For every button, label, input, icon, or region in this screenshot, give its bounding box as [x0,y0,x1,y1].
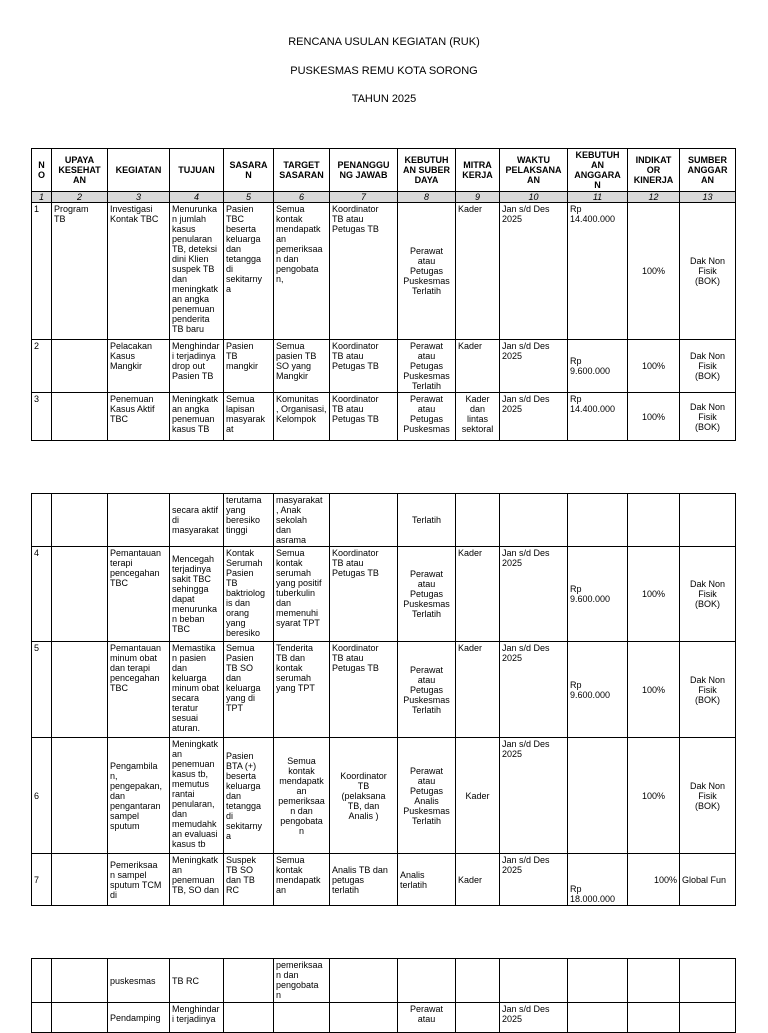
cell-anggaran: Rp 18.000.000 [568,854,628,906]
col-number: 8 [398,192,456,203]
cell-indikator: 100% [628,203,680,340]
cell-tujuan: Meningkatk an angka penemuan kasus TB [170,393,224,441]
cell-sasaran: Pasien TBC beserta keluarga dan tetangga di sekitarny a [224,203,274,340]
cell-tujuan: Menurunka n jumlah kasus penularan TB, deteksi dini Klien suspek TB dan meningkatk an angka penemuan penderita TB baru [170,203,224,340]
col-header-indikator: INDIKAT OR KINERJA [628,149,680,192]
cell-no [32,494,52,547]
cell-pj: Analis TB dan petugas terlatih [330,854,398,906]
cell-target: Semua pasien TB SO yang Mangkir [274,340,330,393]
col-number: 6 [274,192,330,203]
table-row [32,642,736,738]
cell-mitra: Kader [456,854,500,906]
col-header-sumber-anggaran: SUMBER ANGGAR AN [680,149,736,192]
col-number: 2 [52,192,108,203]
cell-sasaran: Kontak Serumah Pasien TB baktriolog is dan orang yang beresiko [224,547,274,642]
cell-kegiatan: Pendamping [108,1003,170,1033]
cell-sumber-daya: Perawat atau Petugas Puskesmas Terlatih [398,340,456,393]
cell-sumber-anggaran: Dak Non Fisik (BOK) [680,547,736,642]
col-header-anggaran: KEBUTUH AN ANGGARA N [568,149,628,192]
col-header-sasaran: SASARA N [224,149,274,192]
cell-waktu [500,494,568,547]
cell-no: 1 [32,203,52,340]
cell-target: pemeriksaa n dan pengobata n [274,959,330,1003]
cell-indikator: 100% [628,854,680,906]
cell-kegiatan: Pemantauan terapi pencegahan TBC [108,547,170,642]
cell-anggaran: Rp 14.400.000 [568,393,628,441]
col-number: 9 [456,192,500,203]
cell-no [32,959,52,1003]
cell-tujuan: Menghindar i terjadinya drop out Pasien TB [170,340,224,393]
table-row [32,1003,736,1033]
col-header-kegiatan: KEGIATAN [108,149,170,192]
cell-upaya [52,738,108,854]
cell-sumber-daya: Perawat atau Petugas Puskesmas Terlatih [398,642,456,738]
cell-sumber-anggaran: Dak Non Fisik (BOK) [680,340,736,393]
col-number: 11 [568,192,628,203]
cell-anggaran [568,1003,628,1033]
cell-anggaran: Rp 9.600.000 [568,547,628,642]
document-year: TAHUN 2025 [351,93,417,105]
table-row [32,547,736,642]
cell-sumber-daya [398,959,456,1003]
cell-sumber-daya: Perawat atau Petugas Puskesmas Terlatih [398,547,456,642]
ruk-table-page-1 [31,148,736,441]
cell-pj: Koordinator TB atau Petugas TB [330,393,398,441]
cell-tujuan: TB RC [170,959,224,1003]
cell-mitra: Kader [456,340,500,393]
cell-waktu: Jan s/d Des 2025 [500,854,568,906]
table-row [32,738,736,854]
document-subtitle: PUSKESMAS REMU KOTA SORONG [290,65,478,77]
cell-target: Semua kontak mendapatk an pemeriksaa n dan pengobata n [274,738,330,854]
cell-pj [330,494,398,547]
table-row [32,854,736,906]
cell-sumber-daya: Perawat atau [398,1003,456,1033]
cell-anggaran [568,959,628,1003]
cell-target: Semua kontak serumah yang positif tuberkulin dan memenuhi syarat TPT [274,547,330,642]
cell-anggaran: Rp 9.600.000 [568,642,628,738]
cell-upaya [52,393,108,441]
cell-indikator: 100% [628,547,680,642]
cell-sumber-anggaran: Dak Non Fisik (BOK) [680,642,736,738]
cell-waktu: Jan s/d Des 2025 [500,738,568,854]
cell-pj [330,959,398,1003]
cell-indikator [628,959,680,1003]
document-title: RENCANA USULAN KEGIATAN (RUK) [288,36,480,48]
cell-sasaran [224,1003,274,1033]
col-number: 13 [680,192,736,203]
col-header-tujuan: TUJUAN [170,149,224,192]
cell-kegiatan: Pemantauan minum obat dan terapi pencegahan TBC [108,642,170,738]
cell-no: 6 [32,738,52,854]
cell-sasaran [224,959,274,1003]
cell-sasaran: Suspek TB SO dan TB RC [224,854,274,906]
cell-upaya [52,494,108,547]
cell-kegiatan: Pelacakan Kasus Mangkir [108,340,170,393]
cell-pj: Koordinator TB atau Petugas TB [330,547,398,642]
cell-waktu: Jan s/d Des 2025 [500,547,568,642]
col-number: 7 [330,192,398,203]
col-number: 12 [628,192,680,203]
cell-waktu: Jan s/d Des 2025 [500,642,568,738]
col-header-pj: PENANGGU NG JAWAB [330,149,398,192]
cell-kegiatan: Pemeriksaa n sampel sputum TCM di [108,854,170,906]
table-row [32,393,736,441]
cell-mitra: Kader dan lintas sektoral [456,393,500,441]
ruk-table-page-2 [31,493,736,906]
cell-target: Tenderita TB dan kontak serumah yang TPT [274,642,330,738]
cell-pj: Koordinator TB atau Petugas TB [330,642,398,738]
table-row [32,494,736,547]
cell-upaya [52,340,108,393]
cell-sumber-anggaran [680,494,736,547]
cell-anggaran [568,494,628,547]
column-number-row [32,192,736,203]
cell-indikator [628,1003,680,1033]
col-header-waktu: WAKTU PELAKSANA AN [500,149,568,192]
cell-kegiatan: puskesmas [108,959,170,1003]
cell-waktu [500,959,568,1003]
col-header-mitra: MITRA KERJA [456,149,500,192]
table-header-row [32,149,736,192]
cell-waktu: Jan s/d Des 2025 [500,1003,568,1033]
cell-tujuan: Menghindar i terjadinya [170,1003,224,1033]
cell-upaya [52,1003,108,1033]
col-number: 5 [224,192,274,203]
cell-sasaran: Pasien TB mangkir [224,340,274,393]
cell-tujuan: Meningkatk an penemuan kasus tb, memutus rantai penularan, dan memudahk an evaluasi kasus tb [170,738,224,854]
cell-kegiatan: Penemuan Kasus Aktif TBC [108,393,170,441]
cell-no: 2 [32,340,52,393]
cell-sumber-daya: Perawat atau Petugas Puskesmas [398,393,456,441]
cell-sumber-daya: Analis terlatih [398,854,456,906]
cell-indikator: 100% [628,738,680,854]
cell-upaya: Program TB [52,203,108,340]
cell-sasaran: Pasien BTA (+) beserta keluarga dan tetangga di sekitarny a [224,738,274,854]
cell-indikator [628,494,680,547]
cell-sumber-anggaran: Dak Non Fisik (BOK) [680,738,736,854]
cell-mitra [456,959,500,1003]
cell-no [32,1003,52,1033]
cell-pj [330,1003,398,1033]
cell-sumber-anggaran: Global Fun [680,854,736,906]
cell-tujuan: Mencegah terjadinya sakit TBC sehingga dapat menurunka n beban TBC [170,547,224,642]
cell-target [274,1003,330,1033]
cell-target: Semua kontak mendapatk an pemeriksaa n dan pengobata n, [274,203,330,340]
cell-no: 7 [32,854,52,906]
cell-sasaran: Semua lapisan masyarak at [224,393,274,441]
cell-upaya [52,959,108,1003]
cell-mitra [456,1003,500,1033]
cell-sumber-daya: Terlatih [398,494,456,547]
cell-kegiatan [108,494,170,547]
cell-pj: Koordinator TB atau Petugas TB [330,203,398,340]
cell-anggaran: Rp 9.600.000 [568,340,628,393]
table-row [32,203,736,340]
cell-waktu: Jan s/d Des 2025 [500,203,568,340]
cell-anggaran [568,738,628,854]
cell-tujuan: Memastika n pasien dan keluarga minum obat secara teratur sesuai aturan. [170,642,224,738]
cell-indikator: 100% [628,642,680,738]
cell-waktu: Jan s/d Des 2025 [500,393,568,441]
cell-upaya [52,854,108,906]
cell-mitra: Kader [456,203,500,340]
cell-indikator: 100% [628,340,680,393]
cell-upaya [52,547,108,642]
col-number: 10 [500,192,568,203]
ruk-table-page-3 [31,958,736,1033]
cell-anggaran: Rp 14.400.000 [568,203,628,340]
cell-sumber-anggaran: Dak Non Fisik (BOK) [680,203,736,340]
cell-target: Semua kontak mendapatk an [274,854,330,906]
cell-pj: Koordinator TB (pelaksana TB, dan Analis ) [330,738,398,854]
cell-no: 5 [32,642,52,738]
cell-mitra: Kader [456,642,500,738]
cell-kegiatan: Investigasi Kontak TBC [108,203,170,340]
cell-sasaran: Semua Pasien TB SO dan keluarga yang di TPT [224,642,274,738]
col-header-no: N O [32,149,52,192]
cell-tujuan: secara aktif di masyarakat [170,494,224,547]
col-number: 4 [170,192,224,203]
cell-target: masyarakat , Anak sekolah dan asrama [274,494,330,547]
cell-kegiatan: Pengambila n, pengepakan, dan pengantaran sampel sputum [108,738,170,854]
cell-sasaran: terutama yang beresiko tinggi [224,494,274,547]
table-row [32,959,736,1003]
cell-sumber-daya: Perawat atau Petugas Puskesmas Terlatih [398,203,456,340]
cell-target: Komunitas , Organisasi, Kelompok [274,393,330,441]
cell-sumber-daya: Perawat atau Petugas Analis Puskesmas Terlatih [398,738,456,854]
cell-no: 3 [32,393,52,441]
cell-mitra: Kader [456,547,500,642]
col-number: 1 [32,192,52,203]
table-row [32,340,736,393]
col-header-target: TARGET SASARAN [274,149,330,192]
cell-mitra [456,494,500,547]
cell-indikator: 100% [628,393,680,441]
cell-sumber-anggaran [680,959,736,1003]
col-header-sumber-daya: KEBUTUH AN SUBER DAYA [398,149,456,192]
cell-upaya [52,642,108,738]
cell-tujuan: Meningkatk an penemuan TB, SO dan [170,854,224,906]
col-header-upaya: UPAYA KESEHAT AN [52,149,108,192]
col-number: 3 [108,192,170,203]
cell-pj: Koordinator TB atau Petugas TB [330,340,398,393]
cell-sumber-anggaran [680,1003,736,1033]
cell-mitra: Kader [456,738,500,854]
cell-waktu: Jan s/d Des 2025 [500,340,568,393]
cell-sumber-anggaran: Dak Non Fisik (BOK) [680,393,736,441]
cell-no: 4 [32,547,52,642]
